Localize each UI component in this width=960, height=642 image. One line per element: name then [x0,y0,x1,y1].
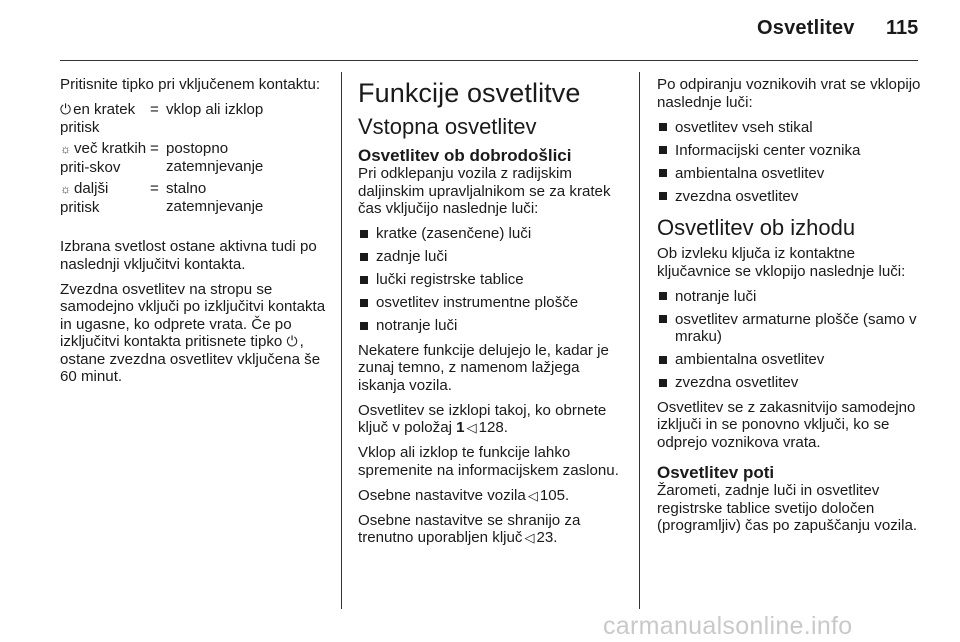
list-item: notranje luči [358,317,628,335]
section-heading: Funkcije osvetlitve [358,78,581,108]
column-divider-1 [341,72,342,609]
page-ref-icon: ◁ [527,487,538,503]
bullet-icon [659,192,667,200]
col2-para-3: Vklop ali izklop te funkcije lahko spremenite na informacijskem zaslonu. [358,444,619,479]
table-row: ☼ daljši pritisk = stalno zatemnjevanje [60,180,264,216]
table-row: ⏻ en kratek pritisk = vklop ali izklop [60,101,264,136]
bullet-icon [659,379,667,387]
col1-intro: Pritisnite tipko pri vključenem kontaktu: [60,76,321,93]
bullet-icon [659,169,667,177]
dimmer-icon: ☼ [60,142,71,156]
welcome-lights-list [358,225,628,335]
topic-heading: Osvetlitev ob dobrodošlici [358,146,572,165]
door-lights-list [657,119,923,206]
col2-para-1: Nekatere funkcije delujejo le, kadar je zunaj temno, z namenom lažjega iskanja vozila. [358,341,609,394]
bullet-icon [360,322,368,330]
power-icon: ⏻ [286,333,298,349]
col2-intro: Pri odklepanju vozila z radijskim daljinskim upravljalnikom se za kratek čas vključijo naslednje luči: [358,165,611,217]
page-ref-icon: ◁ [466,420,477,435]
bullet-icon [659,123,667,131]
subsection-heading: Osvetlitev ob izhodu [657,215,856,240]
bullet-icon [360,276,368,284]
table-row: ☼ več kratkih priti-skov = postopno zatemnjevanje [60,140,264,176]
bullet-icon [360,253,368,261]
bullet-icon [659,315,667,323]
list-item: ambientalna osvetlitev [657,351,923,369]
column-divider-2 [639,72,640,609]
list-item: zadnje luči [358,248,628,266]
watermark-text: carmanualsonline.info [603,612,853,640]
list-item: zvezdna osvetlitev [657,374,923,392]
col2-para-2: Osvetlitev se izklopi takoj, ko obrnete ključ v položaj 1 ◁ 128. [358,401,607,436]
col3-para-1: Osvetlitev se z zakasnitvijo samodejno izključi in se ponovno vključi, ko se odprejo voznikova vrata. [657,398,916,451]
col3-intro-2: Ob izvleku ključa iz kontaktne ključavnice se vklopijo naslednje luči: [657,245,906,280]
column-2 [358,76,628,554]
list-item: notranje luči [657,288,923,306]
header-divider [60,60,918,61]
col3-para-2: Žarometi, zadnje luči in osvetlitev registrske tablice svetijo določen (programljiv) čas po zapuščanju vozila. [657,482,918,534]
column-3 [657,76,923,542]
bullet-icon [360,299,368,307]
list-item: ambientalna osvetlitev [657,165,923,183]
button-action-table [60,101,332,216]
list-item: kratke (zasenčene) luči [358,225,628,243]
list-item: lučki registrske tablice [358,271,628,289]
list-item: osvetlitev armaturne plošče (samo v mraku) [657,311,923,346]
column-1 [60,76,332,393]
list-item: Informacijski center voznika [657,142,923,160]
col1-para-1: Izbrana svetlost ostane aktivna tudi po naslednji vključitvi kontakta. [60,238,317,273]
col1-para-2: Zvezdna osvetlitev na stropu se samodejno vključi po izključitvi kontakta in ugasne, ko odprete vrata. Če po izključitvi kontakta pritisnete tipko ⏻ , ostane zvezdna osvetlitev vključena še 60 minut. [60,280,326,385]
bullet-icon [659,146,667,154]
bullet-icon [659,356,667,364]
bullet-icon [360,230,368,238]
page-number: 115 [886,17,919,39]
list-item: osvetlitev vseh stikal [657,119,923,137]
col2-para-4: Osebne nastavitve vozila ◁ 105. [358,486,570,504]
col3-intro: Po odpiranju voznikovih vrat se vklopijo naslednje luči: [657,76,921,111]
subsection-heading: Vstopna osvetlitev [358,114,537,139]
page-ref-icon: ◁ [524,530,535,545]
col2-para-5: Osebne nastavitve se shranijo za trenutno uporabljen ključ ◁ 23. [358,511,581,546]
bullet-icon [659,292,667,300]
list-item: zvezdna osvetlitev [657,188,923,206]
list-item: osvetlitev instrumentne plošče [358,294,628,312]
topic-heading: Osvetlitev poti [657,463,775,482]
page-header [0,0,960,60]
page-title: Osvetlitev [757,17,855,39]
power-icon: ⏻ [60,101,72,117]
dimmer-icon: ☼ [60,182,71,196]
exit-lights-list [657,288,923,392]
